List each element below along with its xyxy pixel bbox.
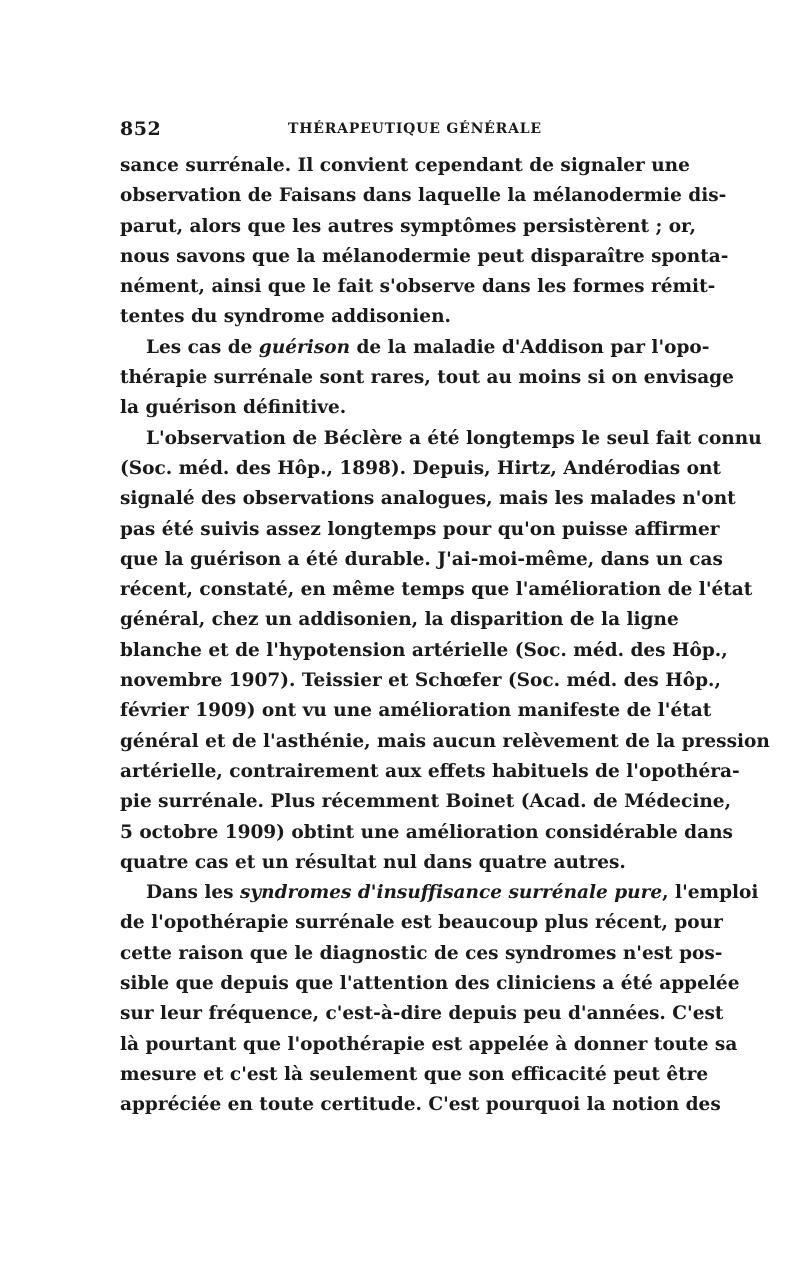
text-line: [120, 333, 710, 363]
text-line: sible que depuis que l'attention des cliniciens a été appelée: [120, 973, 740, 995]
text-line: novembre 1907). Teissier et Schœfer (Soc. méd. des Hôp.,: [120, 670, 721, 692]
text-line: sur leur fréquence, c'est-à-dire depuis peu d'années. C'est: [120, 1003, 724, 1025]
text-line: récent, constaté, en même temps que l'amélioration de l'état: [120, 579, 753, 601]
text-line: là pourtant que l'opothérapie est appelée à donner toute sa: [120, 1033, 738, 1055]
running-head: [120, 118, 672, 142]
text-line: tentes du syndrome addisonien.: [120, 306, 451, 328]
text-line: (Soc. méd. des Hôp., 1898). Depuis, Hirtz, Andérodias ont: [120, 457, 721, 479]
text-line: sance surrénale. Il convient cependant de signaler une: [120, 155, 690, 176]
text-line: nément, ainsi que le fait s'observe dans les formes rémit-: [120, 276, 716, 298]
text-line: quatre cas et un résultat nul dans quatre autres.: [120, 851, 626, 873]
text-line: L'observation de Béclère a été longtemps le seul fait connu: [146, 427, 762, 449]
text-run: , l'emploi: [662, 882, 759, 904]
text-run: de la maladie d'Addison par l'opo-: [350, 336, 710, 358]
text-line: mesure et c'est là seulement que son efficacité peut être: [120, 1063, 709, 1085]
italic-term: guérison: [258, 336, 351, 358]
page-number: 852: [120, 118, 162, 140]
text-line: parut, alors que les autres symptômes persistèrent ; or,: [120, 215, 696, 237]
text-line: signalé des observations analogues, mais les malades n'ont: [120, 488, 736, 510]
text-line: appréciée en toute certitude. C'est pourquoi la notion des: [120, 1094, 721, 1116]
text-line: [120, 878, 759, 908]
text-line: cette raison que le diagnostic de ces syndromes n'est pos-: [120, 942, 723, 964]
text-run: Les cas de: [146, 336, 259, 358]
text-line: la guérison définitive.: [120, 397, 347, 419]
body-text: [120, 151, 770, 1121]
text-line: général et de l'asthénie, mais aucun relèvement de la pression: [120, 730, 770, 752]
italic-term: syndromes d'insuffisance surrénale pure: [240, 882, 663, 904]
text-line: février 1909) ont vu une amélioration manifeste de l'état: [120, 700, 712, 722]
text-line: observation de Faisans dans laquelle la mélanodermie dis-: [120, 185, 727, 207]
text-line: blanche et de l'hypotension artérielle (Soc. méd. des Hôp.,: [120, 639, 728, 661]
text-run: Dans les: [146, 882, 240, 904]
text-line: 5 octobre 1909) obtint une amélioration considérable dans: [120, 821, 733, 843]
text-line: de l'opothérapie surrénale est beaucoup plus récent, pour: [120, 912, 723, 934]
text-line: nous savons que la mélanodermie peut disparaître sponta-: [120, 245, 729, 267]
text-line: pas été suivis assez longtemps pour qu'on puisse affirmer: [120, 518, 720, 540]
text-line: général, chez un addisonien, la disparition de la ligne: [120, 609, 679, 631]
text-line: thérapie surrénale sont rares, tout au moins si on envisage: [120, 367, 734, 389]
text-line: pie surrénale. Plus récemment Boinet (Acad. de Médecine,: [120, 791, 732, 813]
text-line: artérielle, contrairement aux effets habituels de l'opothéra-: [120, 760, 740, 782]
text-line: que la guérison a été durable. J'ai-moi-même, dans un cas: [120, 548, 723, 570]
running-title: THÉRAPEUTIQUE GÉNÉRALE: [288, 121, 542, 137]
